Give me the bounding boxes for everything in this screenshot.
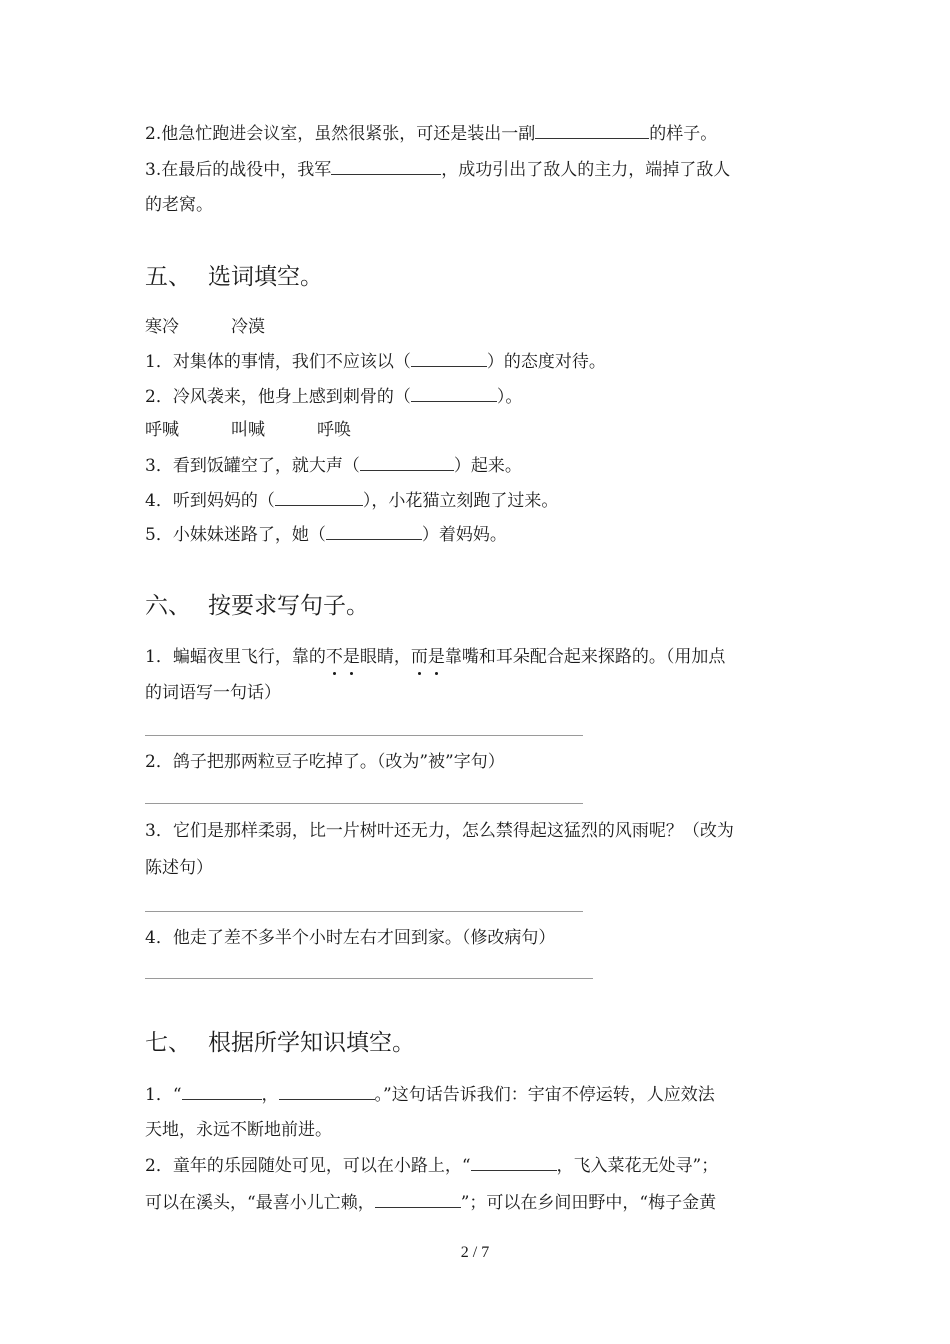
q5-2-line: 2．冷风袭来，他身上感到刺骨的（ ）。 [145,384,522,409]
q5-5-line: 5．小妹妹迷路了，她（ ）着妈妈。 [145,522,507,547]
word-option: 冷漠 [231,317,265,337]
q7-2-line: 2．童年的乐园随处可见，可以在小路上，“ ，飞入菜花无处寻”； [145,1153,718,1178]
word-option: 寒冷 [145,317,179,337]
word-option: 呼喊 [145,420,179,440]
word-bank-2 [145,418,351,442]
q5-1-line: 1．对集体的事情，我们不应该以（ ）的态度对待。 [145,349,606,374]
fill-blank[interactable] [411,384,497,402]
answer-line[interactable] [145,735,583,736]
answer-line[interactable] [145,911,583,912]
page-number: 2 / 7 [460,1244,490,1261]
word-bank-1 [145,315,265,339]
q4-3-line: 3.在最后的战役中，我军 ，成功引出了敌人的主力，端掉了敌人 [145,157,730,182]
q7-1-line: 1．“ ， 。”这句话告诉我们：宇宙不停运转，人应效法 [145,1082,715,1107]
fill-blank[interactable] [411,349,487,367]
emphasis-char: 不 [325,647,343,667]
q4-3-line2: 的老窝。 [145,195,213,215]
emphasis-char: 是 [427,647,445,667]
answer-line[interactable] [145,803,583,804]
q7-1-line2: 天地，永远不断地前进。 [145,1120,332,1140]
fill-blank[interactable] [331,157,441,175]
emphasis-char: 是 [342,647,360,667]
q5-3-line: 3．看到饭罐空了，就大声（ ）起来。 [145,453,522,478]
fill-blank[interactable] [326,522,422,540]
section-5-heading: 五、 选词填空。 [145,264,323,290]
section-7-heading: 七、 根据所学知识填空。 [145,1030,415,1056]
word-option: 叫喊 [231,420,265,440]
q6-3-line: 3．它们是那样柔弱，比一片树叶还无力，怎么禁得起这猛烈的风雨呢？（改为 [145,821,734,841]
fill-blank[interactable] [375,1190,461,1208]
emphasis-char: 而 [410,647,428,667]
answer-line[interactable] [145,978,593,979]
fill-blank[interactable] [279,1082,375,1100]
fill-blank[interactable] [535,121,649,139]
q6-3-line2: 陈述句） [145,858,213,878]
q5-4-line: 4．听到妈妈的（ ），小花猫立刻跑了过来。 [145,488,558,513]
q7-2-line2: 可以在溪头，“最喜小儿亡赖， ”；可以在乡间田野中，“梅子金黄 [145,1190,716,1215]
section-6-heading: 六、 按要求写句子。 [145,593,369,619]
word-option: 呼唤 [317,420,351,440]
fill-blank[interactable] [182,1082,262,1100]
q6-1-line2: 的词语写一句话） [145,683,281,703]
fill-blank[interactable] [360,453,454,471]
fill-blank[interactable] [275,488,363,506]
q6-1-line: 1．蝙蝠夜里飞行，靠的不是眼睛，而是靠嘴和耳朵配合起来探路的。（用加点 [145,647,726,667]
q6-4-line: 4．他走了差不多半个小时左右才回到家。（修改病句） [145,928,556,948]
fill-blank[interactable] [471,1153,557,1171]
q4-2-line: 2.他急忙跑进会议室，虽然很紧张，可还是装出一副 的样子。 [145,121,717,146]
q6-2-line: 2．鸽子把那两粒豆子吃掉了。（改为”被”字句） [145,752,505,772]
